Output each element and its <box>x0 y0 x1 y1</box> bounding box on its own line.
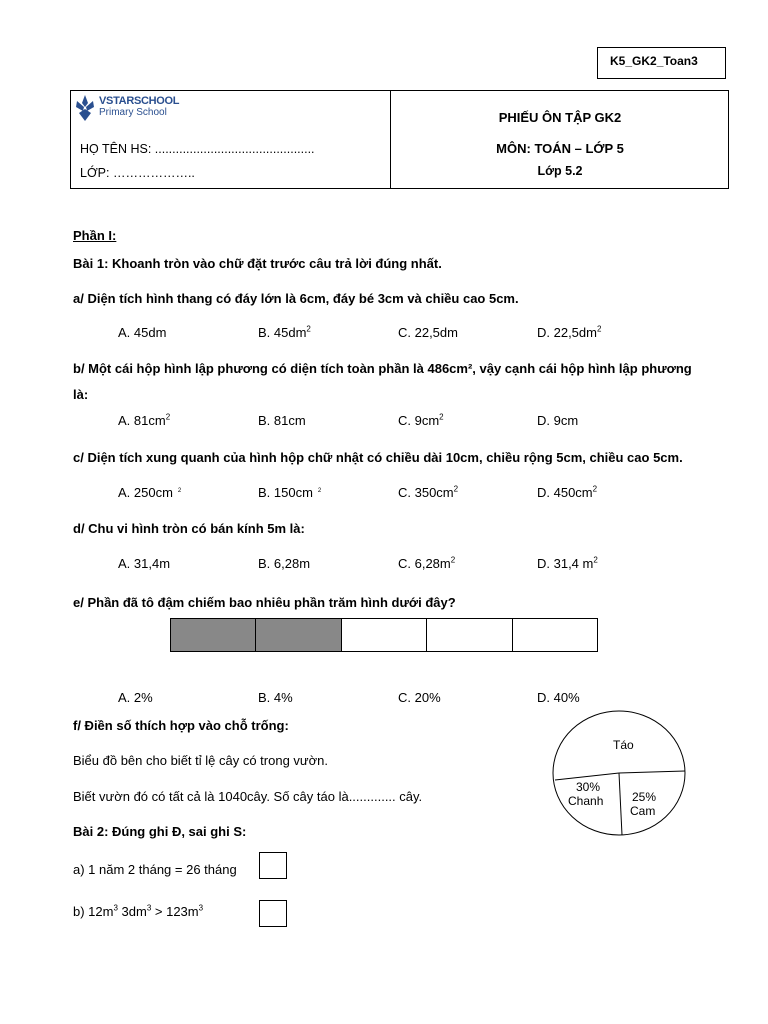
option-c-D[interactable]: D. $450cm^2$ <box>537 484 598 500</box>
student-name-line: HỌ TÊN HS: .............................................. <box>80 142 315 156</box>
empty-cell <box>427 619 512 651</box>
shaded-cell <box>256 619 341 651</box>
worksheet-header <box>70 90 729 189</box>
option-d-B[interactable]: B. 6,28m <box>258 556 311 571</box>
logo-name: VSTARSCHOOL <box>99 95 180 107</box>
option-d-C[interactable]: C. $6,28m^2$ <box>398 555 456 571</box>
question-b: b/ Một cái hộp hình lập phương có diện tích toàn phần là 486cm², vậy cạnh cái hộp hình lập phương <box>73 361 692 376</box>
part-title: Phần I: <box>73 228 117 243</box>
option-b-D[interactable]: D. 9cm <box>537 413 579 428</box>
pie-label-chanh: Chanh <box>568 794 604 808</box>
subject-line: MÔN: TOÁN – LỚP 5 <box>496 141 624 156</box>
option-e-D[interactable]: D. 40% <box>537 690 580 705</box>
pie-pct-cam: 25% <box>632 790 657 804</box>
question-c: c/ Diện tích xung quanh của hình hộp chữ nhật có chiều dài 10cm, chiều rộng 5cm, chiều cao 5cm. <box>73 450 683 465</box>
bai2-a-answer-box[interactable] <box>259 852 287 879</box>
option-c-B[interactable]: B. 150cm $^2$ <box>258 485 322 500</box>
question-a: a/ Diện tích hình thang có đáy lớn là 6cm, đáy bé 3cm và chiều cao 5cm. <box>73 291 519 306</box>
question-f: f/ Điền số thích hợp vào chỗ trống: <box>73 718 289 733</box>
option-a-B[interactable]: B. $45dm^2$ <box>258 324 311 340</box>
bai1-title: Bài 1: Khoanh tròn vào chữ đặt trước câu trả lời đúng nhất. <box>73 256 442 271</box>
question-f-line1: Biểu đồ bên cho biết tỉ lệ cây có trong vườn. <box>73 753 328 768</box>
bai2-a-text: a) 1 năm 2 tháng = 26 tháng <box>73 862 237 877</box>
option-d-A[interactable]: A. 31,4m <box>118 556 171 571</box>
fruit-pie-chart <box>550 708 688 838</box>
option-c-A[interactable]: A. 250cm $^2$ <box>118 485 182 500</box>
worksheet-title: PHIẾU ÔN TẬP GK2 <box>498 110 622 125</box>
option-e-C[interactable]: C. 20% <box>398 690 441 705</box>
pie-label-cam: Cam <box>630 804 656 818</box>
logo-subtitle: Primary School <box>99 107 167 118</box>
class-line: LỚP: ……………….. <box>80 166 195 180</box>
school-logo <box>73 93 203 125</box>
question-b-cont: là: <box>73 387 89 402</box>
shaded-cell <box>171 619 256 651</box>
option-a-D[interactable]: D. $22,5dm^2$ <box>537 324 602 340</box>
bai2-b-text: b) $12m^3$ $3dm^3 > 123m^3$ <box>73 903 204 919</box>
option-e-A[interactable]: A. 2% <box>118 690 153 705</box>
option-a-A[interactable]: A. 45dm <box>118 325 167 340</box>
shaded-bar-figure <box>170 618 598 652</box>
option-c-C[interactable]: C. $350cm^2$ <box>398 484 459 500</box>
question-f-line2: Biết vườn đó có tất cả là 1040cây. Số cây táo là............. cây. <box>73 789 423 804</box>
option-b-B[interactable]: B. 81cm <box>258 413 306 428</box>
class-name: Lớp 5.2 <box>537 164 583 178</box>
question-d: d/ Chu vi hình tròn có bán kính 5m là: <box>73 521 305 536</box>
option-a-C[interactable]: C. 22,5dm <box>398 325 458 340</box>
empty-cell <box>342 619 427 651</box>
option-b-C[interactable]: C. $9cm^2$ <box>398 412 444 428</box>
document-code: K5_GK2_Toan3 <box>610 54 698 68</box>
option-b-A[interactable]: A. $81cm^2$ <box>118 412 171 428</box>
bai2-b-answer-box[interactable] <box>259 900 287 927</box>
document-code-box <box>597 47 726 79</box>
question-e: e/ Phần đã tô đậm chiếm bao nhiêu phần trăm hình dưới đây? <box>73 595 456 610</box>
bai2-title: Bài 2: Đúng ghi Đ, sai ghi S: <box>73 824 247 839</box>
option-e-B[interactable]: B. 4% <box>258 690 293 705</box>
empty-cell <box>513 619 597 651</box>
pie-label-tao: Táo <box>613 738 634 752</box>
lotus-icon <box>73 93 97 123</box>
option-d-D[interactable]: D. 31,4 $m^2$ <box>537 555 598 571</box>
pie-pct-chanh: 30% <box>576 780 601 794</box>
